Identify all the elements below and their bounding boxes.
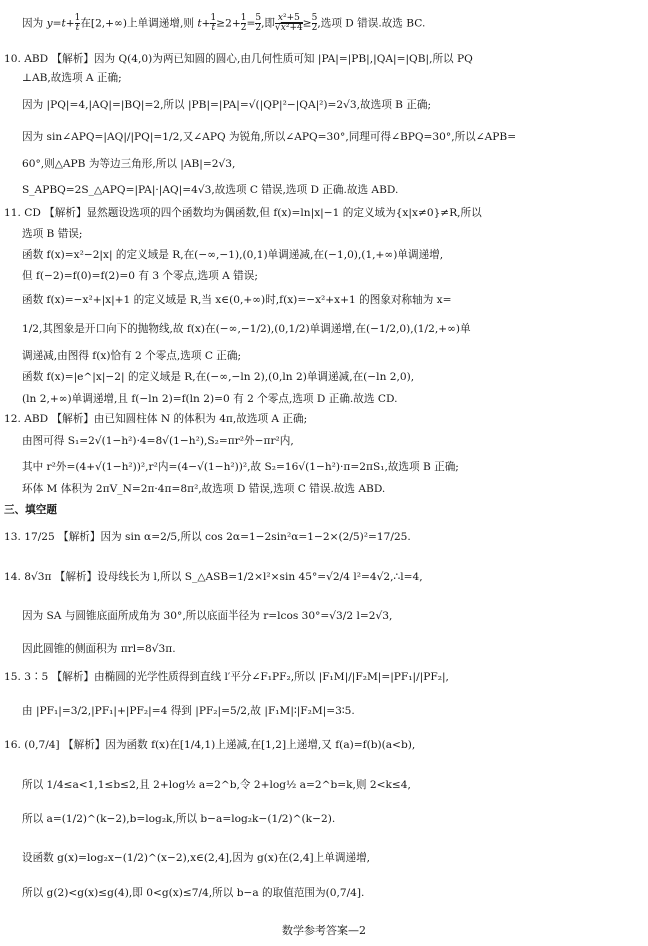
text-line: 设函数 g(x)=log₂x−(1/2)^(x−2),x∈(2,4],因为 g(x)在(2,4]上单调递增, bbox=[22, 852, 371, 864]
text-line: 其中 r²外=(4+√(1−h²))²,r²内=(4−√(1−h²))²,故 S₂=16√(1−h²)·π=2πS₁,故选项 B 正确; bbox=[22, 461, 459, 473]
text-line: 调递减,由图得 f(x)恰有 2 个零点,选项 C 正确; bbox=[22, 350, 242, 362]
text-line: 由 |PF₁|=3/2,|PF₁|+|PF₂|=4 得到 |PF₂|=5/2,故 |F₁M|∶|F₂M|=3∶5. bbox=[22, 705, 355, 717]
text-line: 因为 SA 与圆锥底面所成角为 30°,所以底面半径为 r=lcos 30°=√3/2 l=2√3, bbox=[22, 610, 393, 622]
text-line: 所以 g(2)<g(x)≤g(4),即 0<g(x)≤7/4,所以 b−a 的取值范围为(0,7/4]. bbox=[22, 887, 365, 899]
page-footer: 数学参考答案—2 bbox=[282, 924, 366, 937]
text-line: 因为 y=t+ $\frac{1}{t}$ 在[2,+∞)上单调递增,则 t+ $\frac{1}{t}$ ≥2+ $\frac{1}{2}$ = $\frac{5}{2}$ ,即 $\frac{\text{x²+5}}{\text{√x²+4}}$ ≥ $\frac{5}{2}$ ,选项 D 错误.故选 BC. bbox=[22, 13, 426, 33]
text-line: 因此圆锥的侧面积为 πrl=8√3π. bbox=[22, 643, 176, 655]
text-line: 13. 17/25 【解析】因为 sin α=2/5,所以 cos 2α=1−2sin²α=1−2×(2/5)²=17/25. bbox=[4, 531, 411, 543]
text-line: 12. ABD 【解析】由已知圆柱体 N 的体积为 4π,故选项 A 正确; bbox=[4, 413, 308, 425]
text-line: 所以 1/4≤a<1,1≤b≤2,且 2+log½ a=2^b,令 2+log½ a=2^b=k,则 2<k≤4, bbox=[22, 779, 411, 791]
text-line: 10. ABD 【解析】因为 Q(4,0)为两已知圆的圆心,由几何性质可知 |PA|=|PB|,|QA|=|QB|,所以 PQ bbox=[4, 53, 473, 65]
text-line: 函数 f(x)=−x²+|x|+1 的定义域是 R,当 x∈(0,+∞)时,f(x)=−x²+x+1 的图象对称轴为 x= bbox=[22, 294, 452, 306]
section-heading: 三、填空题 bbox=[4, 504, 57, 516]
text-line: (ln 2,+∞)单调递增,且 f(−ln 2)=f(ln 2)=0 有 2 个零点,选项 D 正确.故选 CD. bbox=[22, 393, 398, 405]
text-line: 环体 M 体积为 2πV_N=2π·4π=8π²,故选项 D 错误,选项 C 错误.故选 ABD. bbox=[22, 483, 386, 495]
text-line: 16. (0,7/4] 【解析】因为函数 f(x)在[1/4,1)上递减,在[1,2]上递增,又 f(a)=f(b)(a<b), bbox=[4, 739, 416, 751]
text-line: 函数 f(x)=x²−2|x| 的定义域是 R,在(−∞,−1),(0,1)单调递减,在(−1,0),(1,+∞)单调递增, bbox=[22, 249, 444, 261]
text-line: 因为 sin∠APQ=|AQ|/|PQ|=1/2,又∠APQ 为锐角,所以∠APQ=30°,同理可得∠BPQ=30°,所以∠APB= bbox=[22, 131, 517, 143]
text-line: 15. 3∶5 【解析】由椭圆的光学性质得到直线 l′平分∠F₁PF₂,所以 |F₁M|/|F₂M|=|PF₁|/|PF₂|, bbox=[4, 671, 449, 683]
text-line: 14. 8√3π 【解析】设母线长为 l,所以 S_△ASB=1/2×l²×sin 45°=√2/4 l²=4√2,∴l=4, bbox=[4, 571, 423, 583]
text-line: 11. CD 【解析】显然题设选项的四个函数均为偶函数,但 f(x)=ln|x|−1 的定义域为{x|x≠0}≠R,所以 bbox=[4, 207, 482, 219]
text-line: 由图可得 S₁=2√(1−h²)·4=8√(1−h²),S₂=πr²外−πr²内, bbox=[22, 435, 294, 447]
text-line: 所以 a=(1/2)^(k−2),b=log₂k,所以 b−a=log₂k−(1/2)^(k−2). bbox=[22, 813, 336, 825]
text-line: S_APBQ=2S_△APQ=|PA|·|AQ|=4√3,故选项 C 错误,选项 D 正确.故选 ABD. bbox=[22, 184, 399, 196]
text-line: ⊥AB,故选项 A 正确; bbox=[22, 72, 122, 84]
text-line: 选项 B 错误; bbox=[22, 228, 83, 240]
text-line: 因为 |PQ|=4,|AQ|=|BQ|=2,所以 |PB|=|PA|=√(|QP|²−|QA|²)=2√3,故选项 B 正确; bbox=[22, 99, 432, 111]
text-line: 函数 f(x)=|e^|x|−2| 的定义域是 R,在(−∞,−ln 2),(0,ln 2)单调递减,在(−ln 2,0), bbox=[22, 371, 415, 383]
text-line: 1/2,其图象是开口向下的抛物线,故 f(x)在(−∞,−1/2),(0,1/2)单调递增,在(−1/2,0),(1/2,+∞)单 bbox=[22, 323, 471, 335]
text-line: 但 f(−2)=f(0)=f(2)=0 有 3 个零点,选项 A 错误; bbox=[22, 270, 258, 282]
text-line: 60°,则△APB 为等边三角形,所以 |AB|=2√3, bbox=[22, 158, 236, 170]
